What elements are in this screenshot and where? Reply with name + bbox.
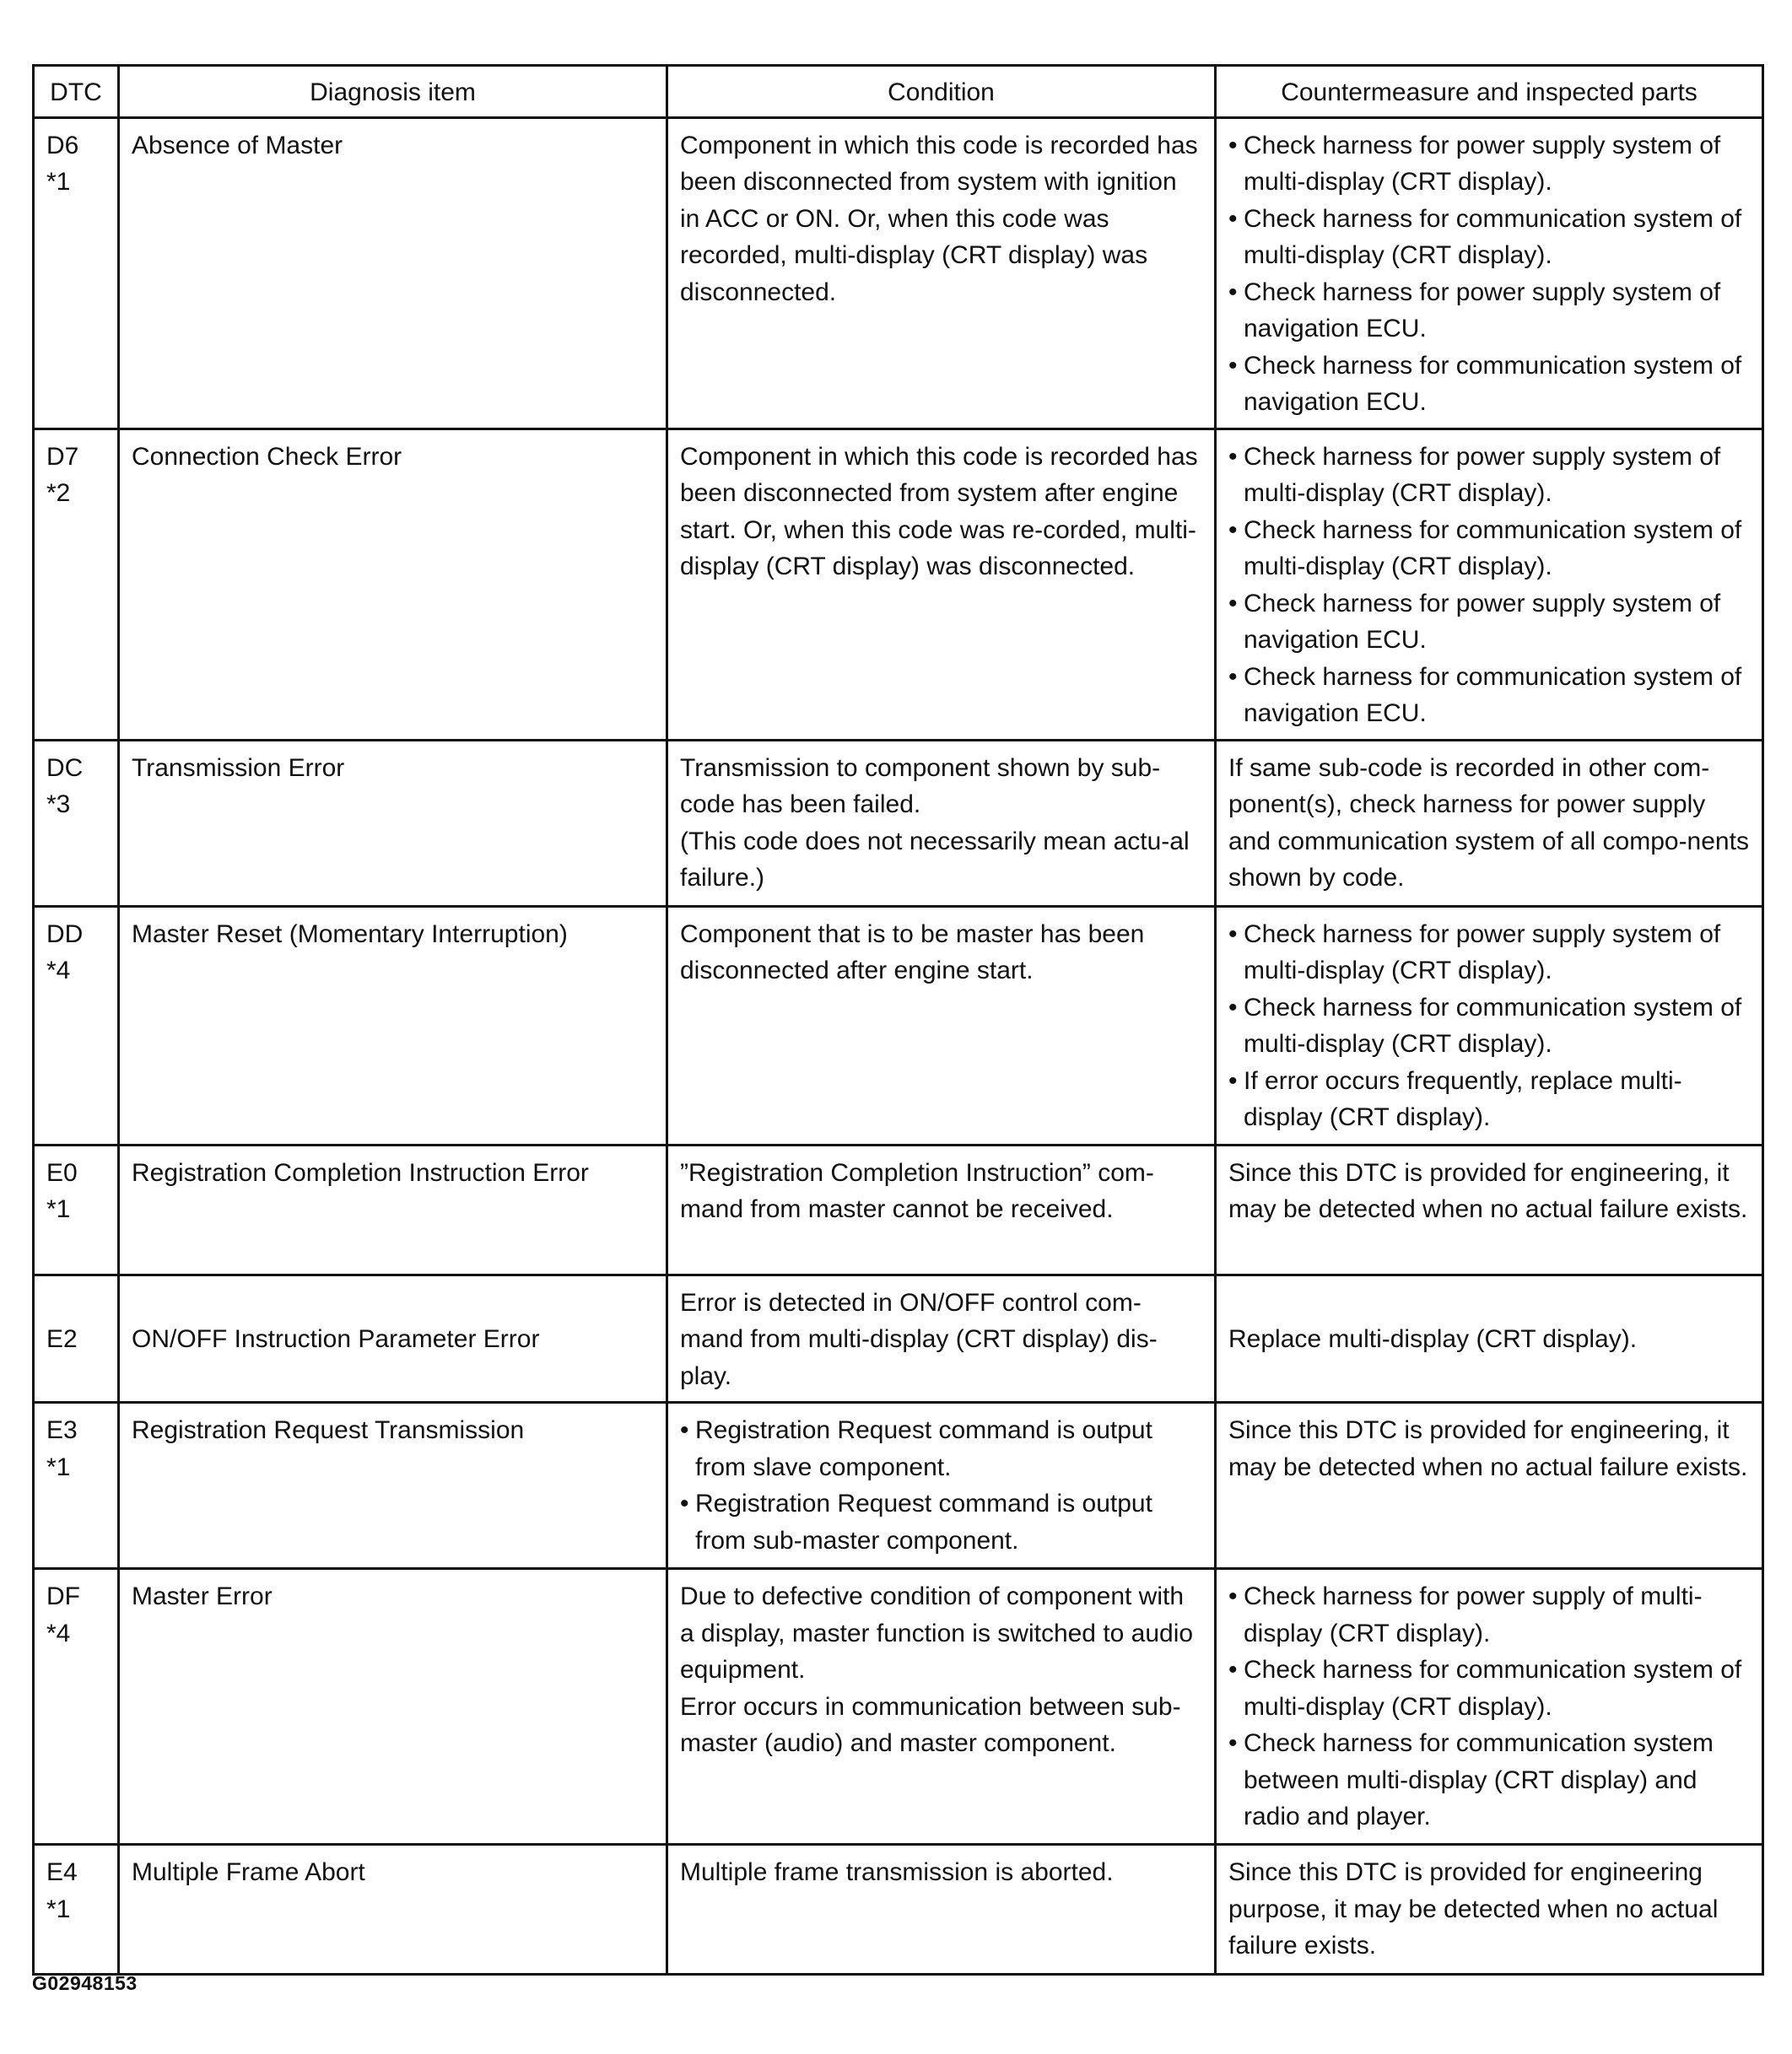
bullet-icon: •: [1228, 1066, 1238, 1095]
dtc-note: *1: [46, 168, 71, 196]
condition-text: Component in which this code is recorded has been disconnected from system after engine start. Or, when this code was re-corded, multi-display (CRT display) was disconnected.: [680, 442, 1198, 580]
dtc-note: *4: [46, 957, 71, 984]
countermeasure-item: [1228, 439, 1750, 512]
dtc-code: D6: [46, 131, 79, 159]
dtc-note: *1: [46, 1453, 71, 1481]
diagnosis-item-cell: Registration Request Transmission: [119, 1403, 667, 1569]
countermeasure-text: If error occurs frequently, replace multi-display (CRT display).: [1244, 1066, 1682, 1131]
condition-text: Error occurs in communication between sub-master (audio) and master component.: [680, 1692, 1181, 1757]
condition-cell: [667, 1845, 1216, 1975]
dtc-code: D7: [46, 442, 79, 471]
condition-text: Multiple frame transmission is aborted.: [680, 1858, 1114, 1886]
table-row: [34, 740, 1763, 906]
countermeasure-item: [1228, 274, 1750, 348]
bullet-icon: •: [1228, 1729, 1238, 1757]
countermeasure-text: Check harness for power supply system of navigation ECU.: [1244, 589, 1721, 654]
countermeasure-item: [1228, 585, 1750, 659]
dtc-cell: [34, 1145, 119, 1275]
countermeasure-cell: Since this DTC is provided for engineering purpose, it may be detected when no actual failure exists.: [1216, 1845, 1763, 1975]
bullet-icon: •: [1228, 1656, 1238, 1684]
table-row: [34, 906, 1763, 1145]
dtc-table: [32, 64, 1764, 1976]
table-row: [34, 429, 1763, 740]
table-header-row: [34, 66, 1763, 118]
condition-text: Registration Request command is output from slave component.: [695, 1416, 1152, 1481]
condition-cell: [667, 1569, 1216, 1845]
countermeasure-item: [1228, 1063, 1750, 1136]
countermeasure-text: Check harness for power supply system of multi-display (CRT display).: [1244, 442, 1721, 507]
bullet-icon: •: [1228, 204, 1238, 233]
table-row: [34, 1275, 1763, 1403]
countermeasure-cell: [1216, 429, 1763, 740]
diagnosis-item-cell: Multiple Frame Abort: [119, 1845, 667, 1975]
condition-item: [680, 1412, 1202, 1485]
condition-cell: [667, 1275, 1216, 1403]
dtc-cell: [34, 117, 119, 429]
dtc-cell: [34, 1845, 119, 1975]
dtc-code: E0: [46, 1158, 78, 1187]
countermeasure-item: [1228, 1578, 1750, 1652]
countermeasure-text: Check harness for power supply of multi-display (CRT display).: [1244, 1582, 1703, 1647]
bullet-icon: •: [1228, 919, 1238, 948]
diagnosis-item-cell: Master Reset (Momentary Interruption): [119, 906, 667, 1145]
header-condition: Condition: [667, 66, 1216, 118]
countermeasure-text: Check harness for communication system of multi-display (CRT display).: [1244, 515, 1742, 580]
countermeasure-cell: [1216, 906, 1763, 1145]
condition-cell: [667, 740, 1216, 906]
condition-text: Due to defective condition of component with a display, master function is switched to audio equipment.: [680, 1582, 1194, 1684]
bullet-icon: •: [1228, 589, 1238, 617]
diagnosis-item-cell: Absence of Master: [119, 117, 667, 429]
condition-item: [680, 1485, 1202, 1559]
bullet-icon: •: [1228, 131, 1238, 159]
countermeasure-cell: [1216, 117, 1763, 429]
bullet-icon: •: [1228, 442, 1238, 471]
dtc-cell: [34, 906, 119, 1145]
bullet-icon: •: [1228, 1582, 1238, 1610]
countermeasure-text: Check harness for communication system of navigation ECU.: [1244, 662, 1742, 727]
condition-text: Transmission to component shown by sub-code has been failed.: [680, 753, 1161, 818]
countermeasure-text: Check harness for communication system of multi-display (CRT display).: [1244, 204, 1742, 269]
header-countermeasure: Countermeasure and inspected parts: [1216, 66, 1763, 118]
dtc-code: DF: [46, 1582, 80, 1610]
dtc-code: E4: [46, 1858, 78, 1886]
condition-text: Error is detected in ON/OFF control com-mand from multi-display (CRT display) dis-play.: [680, 1288, 1158, 1390]
dtc-note: *3: [46, 790, 71, 818]
countermeasure-item: [1228, 1725, 1750, 1836]
countermeasure-text: Check harness for communication system of multi-display (CRT display).: [1244, 1656, 1742, 1721]
countermeasure-item: [1228, 659, 1750, 732]
countermeasure-cell: Since this DTC is provided for engineering, it may be detected when no actual failure exists.: [1216, 1145, 1763, 1275]
diagnosis-item-cell: Transmission Error: [119, 740, 667, 906]
condition-cell: [667, 429, 1216, 740]
dtc-table-sheet: [32, 64, 1762, 1976]
countermeasure-item: [1228, 1652, 1750, 1725]
countermeasure-text: Check harness for communication system of navigation ECU.: [1244, 351, 1742, 416]
dtc-code: DD: [46, 919, 84, 948]
condition-text: (This code does not necessarily mean actu-al failure.): [680, 827, 1190, 892]
bullet-icon: •: [1228, 351, 1238, 380]
bullet-icon: •: [1228, 278, 1238, 306]
dtc-code: E3: [46, 1416, 78, 1444]
header-dtc: DTC: [34, 66, 119, 118]
countermeasure-cell: [1216, 1569, 1763, 1845]
header-diagnosis-item: Diagnosis item: [119, 66, 667, 118]
diagnosis-item-cell: Master Error: [119, 1569, 667, 1845]
bullet-icon: •: [680, 1416, 689, 1444]
dtc-cell: [34, 1569, 119, 1845]
dtc-cell: [34, 1275, 119, 1403]
condition-cell: [667, 1403, 1216, 1569]
countermeasure-item: [1228, 916, 1750, 989]
countermeasure-text: Check harness for power supply system of multi-display (CRT display).: [1244, 919, 1721, 984]
dtc-note: *2: [46, 479, 71, 507]
condition-cell: [667, 906, 1216, 1145]
countermeasure-text: Check harness for communication system between multi-display (CRT display) and radio and player.: [1244, 1729, 1714, 1830]
dtc-code: E2: [46, 1325, 78, 1353]
diagnosis-item-cell: ON/OFF Instruction Parameter Error: [119, 1275, 667, 1403]
countermeasure-item: [1228, 201, 1750, 274]
dtc-cell: [34, 1403, 119, 1569]
dtc-cell: [34, 429, 119, 740]
table-row: [34, 1569, 1763, 1845]
countermeasure-cell: Since this DTC is provided for engineering, it may be detected when no actual failure exists.: [1216, 1403, 1763, 1569]
condition-cell: [667, 117, 1216, 429]
condition-text: Registration Request command is output from sub-master component.: [695, 1490, 1152, 1555]
diagnosis-item-cell: Connection Check Error: [119, 429, 667, 740]
countermeasure-item: [1228, 989, 1750, 1063]
countermeasure-cell: If same sub-code is recorded in other com-ponent(s), check harness for power supply and communication system of all compo-nents shown by code.: [1216, 740, 1763, 906]
figure-id: G02948153: [32, 1972, 138, 1994]
bullet-icon: •: [1228, 515, 1238, 544]
table-row: [34, 1145, 1763, 1275]
table-row: [34, 1403, 1763, 1569]
table-row: [34, 1845, 1763, 1975]
countermeasure-cell: Replace multi-display (CRT display).: [1216, 1275, 1763, 1403]
diagnosis-item-cell: Registration Completion Instruction Error: [119, 1145, 667, 1275]
condition-cell: [667, 1145, 1216, 1275]
countermeasure-item: [1228, 512, 1750, 585]
countermeasure-item: [1228, 348, 1750, 421]
bullet-icon: •: [1228, 993, 1238, 1022]
dtc-note: *1: [46, 1195, 71, 1223]
dtc-cell: [34, 740, 119, 906]
countermeasure-text: Check harness for power supply system of multi-display (CRT display).: [1244, 131, 1721, 196]
condition-text: Component that is to be master has been disconnected after engine start.: [680, 919, 1145, 984]
countermeasure-item: [1228, 127, 1750, 201]
dtc-note: *4: [46, 1619, 71, 1647]
condition-text: Component in which this code is recorded has been disconnected from system with ignition in ACC or ON. Or, when this code was recorded, multi-display (CRT display) was disconnected.: [680, 131, 1198, 306]
dtc-code: DC: [46, 753, 84, 782]
bullet-icon: •: [1228, 662, 1238, 691]
countermeasure-text: Check harness for power supply system of navigation ECU.: [1244, 278, 1721, 342]
bullet-icon: •: [680, 1490, 689, 1518]
dtc-note: *1: [46, 1895, 71, 1923]
table-row: [34, 117, 1763, 429]
condition-text: ”Registration Completion Instruction” com-mand from master cannot be received.: [680, 1158, 1154, 1223]
countermeasure-text: Check harness for communication system of multi-display (CRT display).: [1244, 993, 1742, 1058]
